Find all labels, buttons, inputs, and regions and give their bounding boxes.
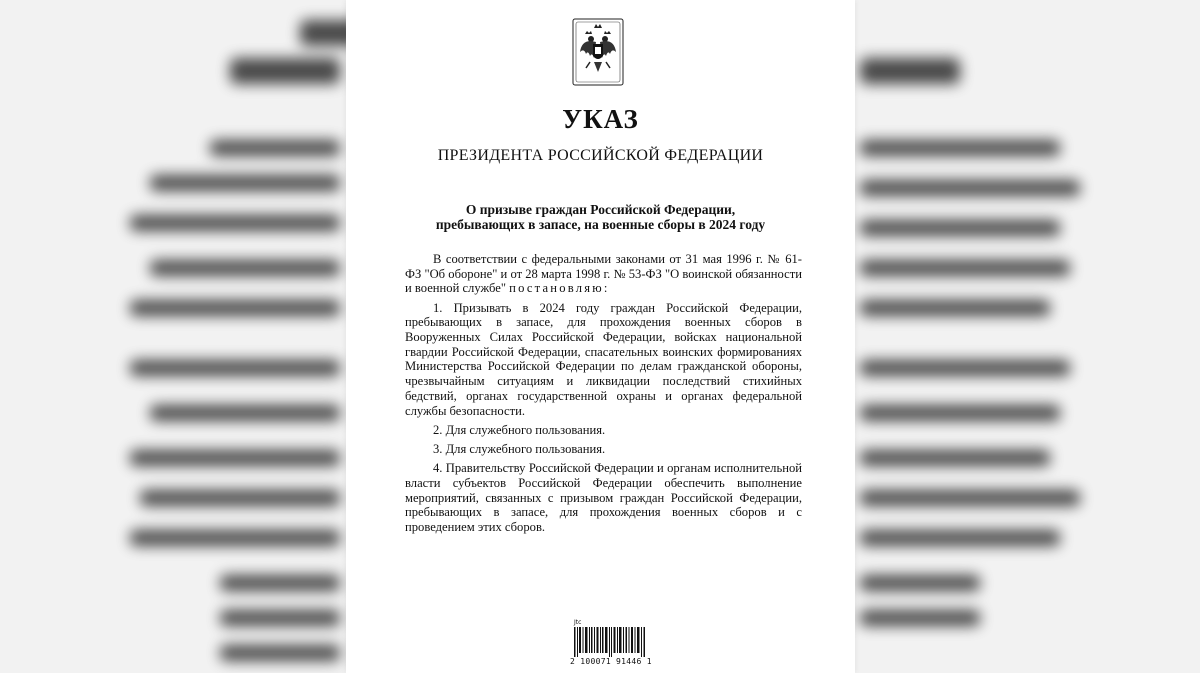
decree-item-2: 2. Для служебного пользования. <box>433 422 606 437</box>
document-title: УКАЗ <box>562 104 639 134</box>
decree-page <box>346 0 855 673</box>
decree-item-3: 3. Для служебного пользования. <box>433 441 606 456</box>
heading-line-2: пребывающих в запасе, на военные сборы в 2024 году <box>435 217 766 232</box>
barcode-mark: Jtc <box>574 619 582 626</box>
document-subtitle: ПРЕЗИДЕНТА РОССИЙСКОЙ ФЕДЕРАЦИИ <box>437 147 764 164</box>
decree-body <box>405 252 802 539</box>
decree-item-1: 1. Призывать в 2024 году граждан Российской Федерации, пребывающих в запасе, для прохождения военных сборов в Вооруженных Силах Российской Федерации, войсках национальной гвардии Российской Федерации, спасательных воинских формированиях Министерства Российской Федерации по делам гражданской обороны, чрезвычайным ситуациям и ликвидации последствий стихийных бедствий, органах государственной охраны и органах федеральной службы безопасности. <box>405 300 802 418</box>
heading-line-1: О призыве граждан Российской Федерации, <box>465 202 736 217</box>
decree-heading <box>386 202 815 232</box>
preamble-text: В соответствии с федеральными законами от 31 мая 1996 г. № 61-ФЗ "Об обороне" и от 28 марта 1998 г. № 53-ФЗ "О воинской обязанности и военной службе" <box>405 252 802 296</box>
barcode-bars-icon <box>574 627 646 657</box>
decree-item-4: 4. Правительству Российской Федерации и органам исполнительной власти субъектов Российской Федерации обеспечить выполнение мероприятий, связанных с призывом граждан Российской Федерации, пребывающих в запасе, для прохождения военных сборов и с проведением этих сборов. <box>405 461 802 534</box>
barcode-number: 2 100071 91446 1 <box>570 657 652 666</box>
barcode <box>570 619 652 669</box>
preamble-paragraph <box>405 252 802 296</box>
russian-coat-of-arms-icon <box>572 18 624 86</box>
preamble-verb: постановляю: <box>509 281 610 296</box>
